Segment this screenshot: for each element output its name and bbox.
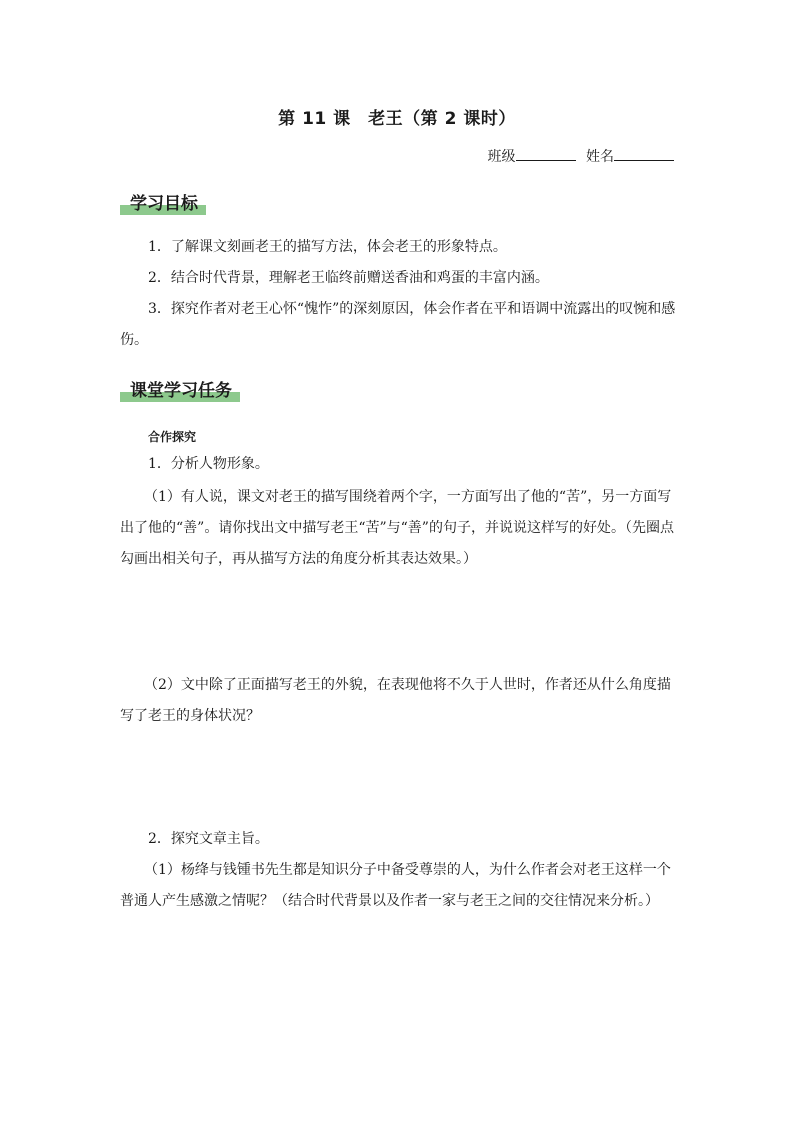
page-title: 第 11 课 老王（第 2 课时） <box>278 109 516 129</box>
student-info <box>488 146 674 166</box>
learning-goals-heading-wrap <box>120 193 206 215</box>
goal-item-2: 2．结合时代背景，理解老王临终前赠送香油和鸡蛋的丰富内涵。 <box>148 270 549 286</box>
class-label: 班级 <box>487 149 516 165</box>
question-3: （1）杨绛与钱锺书先生都是知识分子中备受尊崇的人，为什么作者会对老王这样一个普通人产生感激之情呢？（结合时代背景以及作者一家与老王之间的交往情况来分析。） <box>120 862 671 909</box>
class-tasks-heading-wrap <box>120 380 240 402</box>
learning-goals-heading: 学习目标 <box>120 193 206 215</box>
task-2-title: 2．探究文章主旨。 <box>148 831 269 847</box>
class-blank[interactable] <box>516 148 576 161</box>
question-2: （2）文中除了正面描写老王的外貌，在表现他将不久于人世时，作者还从什么角度描写了老王的身体状况？ <box>120 677 671 724</box>
goal-item-1: 1．了解课文刻画老王的描写方法，体会老王的形象特点。 <box>148 239 507 255</box>
goal-item-3: 3．探究作者对老王心怀“愧怍”的深刻原因，体会作者在平和语调中流露出的叹惋和感伤。 <box>120 301 676 348</box>
question-1: （1）有人说，课文对老王的描写围绕着两个字，一方面写出了他的“苦”，另一方面写出了他的“善”。请你找出文中描写老王“苦”与“善”的句子，并说说这样写的好处。（先圈点勾画出相关句子，再从描写方法的角度分析其表达效果。） <box>120 489 674 567</box>
name-label: 姓名 <box>586 149 614 165</box>
cooperative-inquiry-label: 合作探究 <box>148 430 197 444</box>
name-blank[interactable] <box>614 148 674 161</box>
class-tasks-heading: 课堂学习任务 <box>120 380 240 402</box>
task-1-title: 1．分析人物形象。 <box>148 456 269 472</box>
